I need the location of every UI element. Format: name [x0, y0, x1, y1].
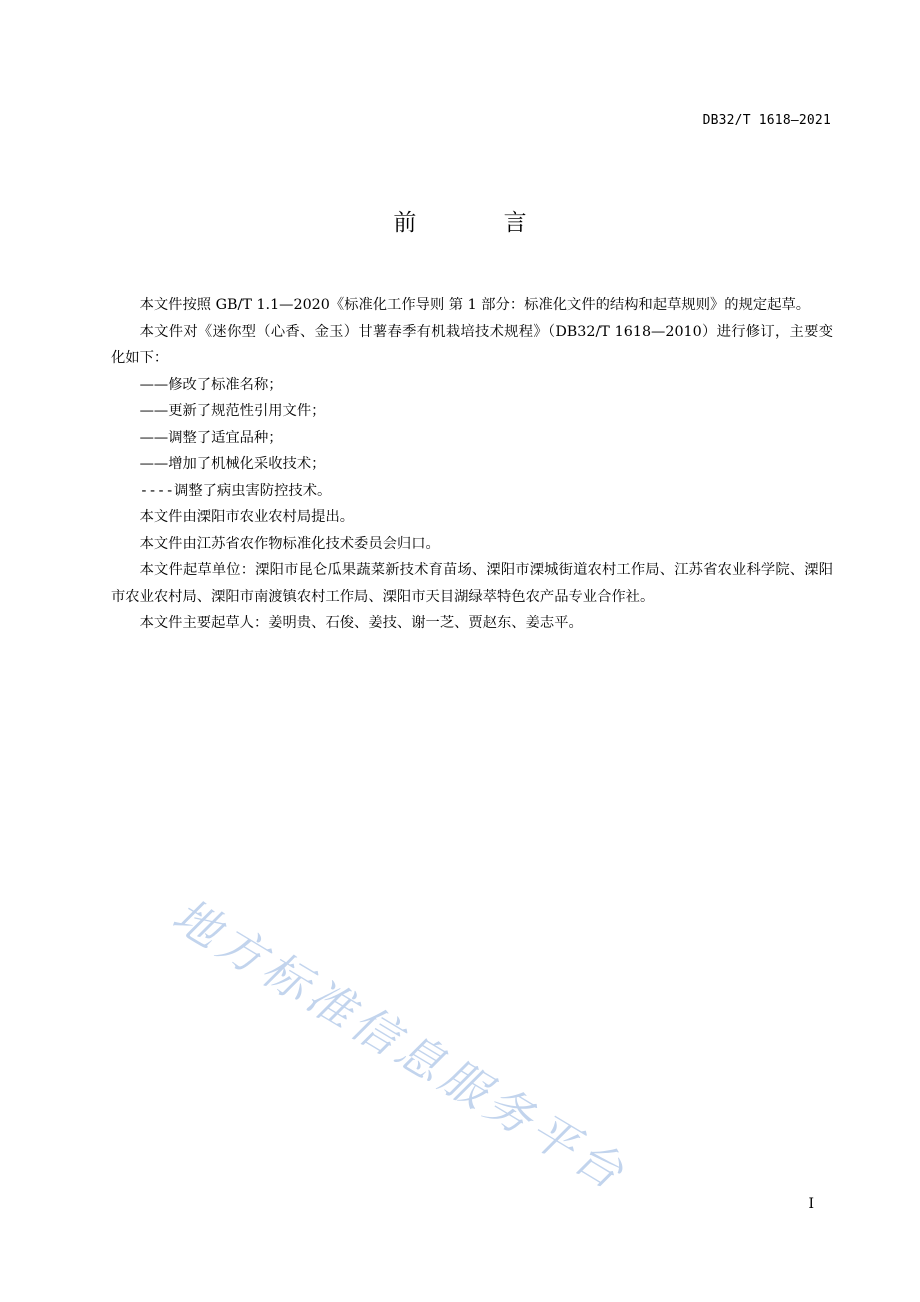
paragraph-drafters: 本文件主要起草人：姜明贵、石俊、姜技、谢一芝、贾赵东、姜志平。: [139, 615, 583, 631]
paragraph-proposer: 本文件由溧阳市农业农村局提出。: [139, 509, 355, 525]
standard-code: DB32/T 1618—2021: [702, 113, 831, 128]
change-item: ——增加了机械化采收技术；: [139, 456, 326, 472]
document-body: [111, 292, 833, 637]
page-title: 前 言: [393, 210, 567, 236]
page-number: I: [808, 1196, 814, 1212]
watermark: 地方标准信息服务平台: [163, 887, 638, 1202]
change-item: ----调整了病虫害防控技术。: [139, 482, 332, 499]
change-item: ——更新了规范性引用文件；: [139, 403, 326, 419]
paragraph-administrator: 本文件由江苏省农作物标准化技术委员会归口。: [139, 535, 440, 552]
change-item: ——修改了标准名称；: [139, 376, 283, 393]
paragraph-drafting-basis: 本文件按照 GB/T 1.1—2020《标准化工作导则 第 1 部分：标准化文件的结构和起草规则》的规定起草。: [139, 297, 811, 313]
paragraph-revision: 本文件对《迷你型（心香、金玉）甘薯春季有机栽培技术规程》（DB32/T 1618—2010）进行修订，主要变化如下：: [111, 323, 833, 366]
change-item: ——调整了适宜品种；: [139, 429, 283, 446]
paragraph-drafting-units: 本文件起草单位：溧阳市昆仑瓜果蔬菜新技术育苗场、溧阳市溧城街道农村工作局、江苏省农业科学院、溧阳市农业农村局、溧阳市南渡镇农村工作局、溧阳市天目湖绿萃特色农产品专业合作社。: [111, 562, 833, 605]
